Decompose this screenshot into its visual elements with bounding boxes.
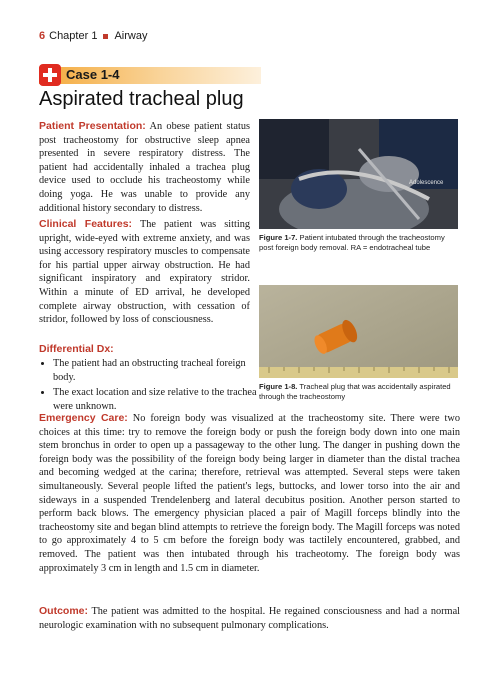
figure-1-7-text: Patient intubated through the tracheostomy post foreign body removal. RA = endotracheal tube	[259, 233, 445, 252]
list-item: • The patient had an obstructing tracheal foreign body.	[53, 357, 264, 384]
figure-1-7-overlay-label: Adolescence	[409, 180, 444, 186]
emergency-text: No foreign body was visualized at the tracheostomy site. There were two choices at this time: try to remove the foreign body or push the foreign body down into one main stem bronchus in order to open up a passageway to the other lung. The danger in pushing down the foreign body was the possibility of the foreign body being larger in diameter than the distal trachea and becoming wedged at the carina; therefore, retrieval was attempted. Several steps were taken simultaneously. Several people lifted the patient's legs, buttocks, and lower torso into the air and sideways in a suspended Trendelenberg and lateral decubitus position. Another person started to perform back blows. The emergency physician placed a pair of Magill forceps blindly into the tracheostomy site and began blind attempts to retrieve the foreign body. The Magill forceps was noted to go approximately 4 to 5 cm before the foreign body was tactilely encountered, grabbed, and removed. The patient was then intubated through his tracheotomy. The foreign body was approximately 3 cm in length and 1.5 cm in diameter.	[39, 413, 461, 574]
differential-heading: Differential Dx:	[39, 343, 114, 355]
presentation-paragraph	[39, 120, 250, 215]
medical-cross-icon	[39, 64, 61, 86]
emergency-paragraph	[39, 412, 460, 575]
figure-1-8-photo	[259, 285, 458, 378]
page-number: 6	[39, 30, 46, 42]
figure-1-8-text: Tracheal plug that was accidentally aspirated through the tracheostomy	[259, 382, 451, 401]
figure-1-7-photo	[259, 119, 458, 229]
chapter-label: Chapter 1	[49, 30, 98, 42]
clinical-heading: Clinical Features:	[39, 218, 133, 230]
presentation-text: An obese patient status post tracheostomy for obstructive sleep apnea presented in severe respiratory distress. The patient had accidentally inhaled a trachea plug device used to occlude his tracheostomy while doing yoga. He was unable to provide any additional history secondary to distress.	[39, 121, 250, 214]
figure-1-8-caption	[259, 382, 459, 402]
section-label: Airway	[114, 30, 148, 42]
outcome-text: The patient was admitted to the hospital. He regained consciousness and had a normal neurologic examination with no subsequent pulmonary complications.	[39, 606, 460, 631]
emergency-heading: Emergency Care:	[39, 412, 128, 424]
figure-1-8-label: Figure 1-8.	[259, 382, 298, 391]
case-title: Aspirated tracheal plug	[39, 88, 244, 110]
figure-1-7-label: Figure 1-7.	[259, 233, 298, 242]
outcome-paragraph	[39, 605, 460, 632]
list-item: • The exact location and size relative to the trachea were unknown.	[53, 386, 264, 413]
clinical-text: The patient was sitting upright, wide-eyed with extreme anxiety, and was using accessory respiratory muscles to compensate for his partial upper airway obstruction. He had significant inspiratory and expiratory stridor. Within a minute of ED arrival, he developed complete airway obstruction, with cessation of stridor, followed by loss of consciousness.	[39, 219, 251, 326]
outcome-heading: Outcome:	[39, 605, 89, 617]
running-header	[39, 30, 147, 42]
figure-1-7-caption	[259, 233, 459, 253]
clinical-paragraph	[39, 218, 250, 327]
presentation-heading: Patient Presentation:	[39, 120, 146, 132]
separator-square	[103, 34, 108, 39]
differential-list	[39, 357, 264, 415]
case-label: Case 1-4	[66, 67, 120, 82]
